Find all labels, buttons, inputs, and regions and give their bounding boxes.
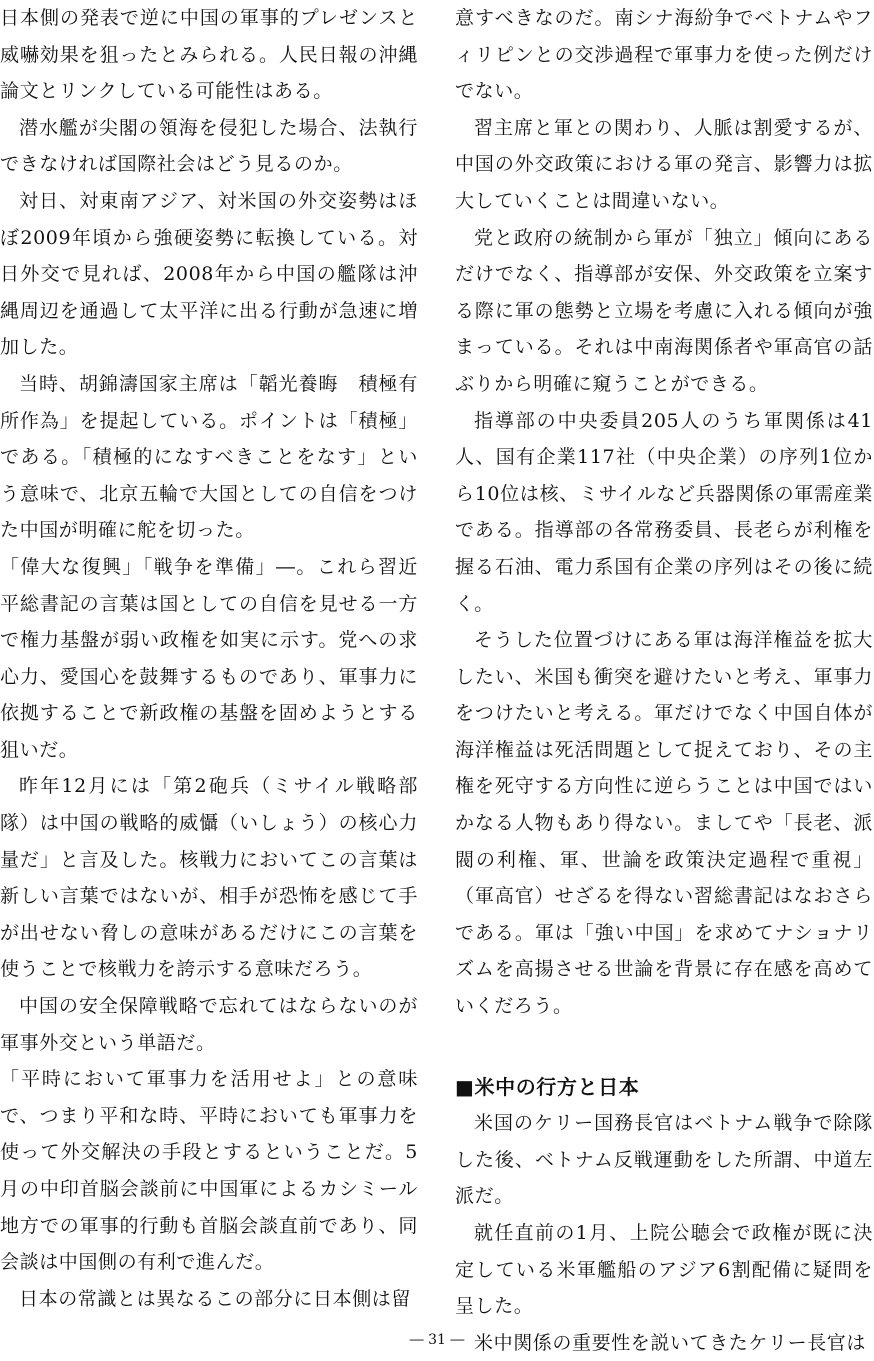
right-column <box>455 0 873 1354</box>
section-heading: ■米中の行方と日本 <box>455 1074 640 1099</box>
body-paragraph: 潜水艦が尖閣の領海を侵犯した場合、法執行できなければ国際社会はどう見るのか。 <box>0 116 418 176</box>
body-paragraph: 中国の安全保障戦略で忘れてはならないのが軍事外交という単語だ。 <box>0 995 418 1054</box>
body-paragraph: 就任直前の1月、上院公聴会で政権が既に決定している米軍艦船のアジア6割配備に疑問を呈した。 <box>455 1222 873 1318</box>
body-paragraph: 米国のケリー国務長官はベトナム戦争で除隊した後、ベトナム反戦運動をした所謂、中道左派だ。 <box>455 1112 873 1208</box>
body-paragraph: 米中関係の重要性を説いてきたケリー長官は <box>474 1331 867 1354</box>
body-paragraph: そうした位置づけにある軍は海洋権益を拡大したい、米国も衝突を避けたいと考え、軍事力をつけたいと考える。軍だけでなく中国自体が海洋権益は死活問題として捉えており、その主権を死守する方向性に逆らうことは中国ではいかなる人物もあり得ない。ましてや「長老、派閥の利権、軍、世論を政策決定過程で重視」（軍高官）せざるを得ない習総書記はなおさらである。軍は「強い中国」を求めてナショナリズムを高揚させる世論を背景に存在感を高めていくだろう。 <box>455 629 873 1018</box>
body-paragraph: 意すべきなのだ。南シナ海紛争でベトナムやフィリピンとの交渉過程で軍事力を使った例だけでない。 <box>455 7 873 103</box>
body-paragraph: 「平時において軍事力を活用せよ」との意味で、つまり平和な時、平時においても軍事力を使って外交解決の手段とするということだ。5月の中印首脳会談前に中国軍によるカシミール地方での軍事的行動も首脳会談直前であり、同会談は中国側の有利で進んだ。 <box>0 1068 418 1274</box>
body-paragraph: 日本側の発表で逆に中国の軍事的プレゼンスと威嚇効果を狙ったとみられる。人民日報の沖縄論文とリンクしている可能性はある。 <box>0 7 418 103</box>
body-paragraph: 対日、対東南アジア、対米国の外交姿勢はほぼ2009年頃から強硬姿勢に転換している。対日外交で見れば、2008年から中国の艦隊は沖縄周辺を通過して太平洋に出る行動が急速に増加した。 <box>0 189 418 359</box>
body-paragraph: 当時、胡錦濤国家主席は「韜光養晦 積極有所作為」を提起している。ポイントは「積極」である。「積極的になすべきことをなす」という意味で、北京五輪で大国としての自信をつけた中国が明確に舵を切った。 <box>0 372 418 542</box>
body-paragraph: 日本の常識とは異なるこの部分に日本側は留 <box>19 1287 412 1310</box>
body-paragraph: 「偉大な復興」「戦争を準備」―。これら習近平総書記の言葉は国としての自信を見せる一方で権力基盤が弱い政権を如実に示す。党への求心力、愛国心を鼓舞するものであり、軍事力に依拠することで新政権の基盤を固めようとする狙いだ。 <box>0 555 418 761</box>
left-column <box>0 0 418 1310</box>
body-paragraph: 指導部の中央委員205人のうち軍関係は41人、国有企業117社（中央企業）の序列1位から10位は核、ミサイルなど兵器関係の軍需産業である。指導部の各常務委員、長老らが利権を握る石油、電力系国有企業の序列はその後に続く。 <box>455 409 873 615</box>
page-number: ― 31 ― <box>409 1332 465 1348</box>
body-paragraph: 党と政府の統制から軍が「独立」傾向にあるだけでなく、指導部が安保、外交政策を立案する際に軍の態勢と立場を考慮に入れる傾向が強まっている。それは中南海関係者や軍高官の話ぶりから明確に窺うことができる。 <box>455 226 873 395</box>
body-paragraph: 習主席と軍との関わり、人脈は割愛するが、中国の外交政策における軍の発言、影響力は拡大していくことは間違いない。 <box>455 116 873 212</box>
body-paragraph: 昨年12月には「第2砲兵（ミサイル戦略部隊）は中国の戦略的威懾（いしょう）の核心力量だ」と言及した。核戦力においてこの言葉は新しい言葉ではないが、相手が恐怖を感じて手が出せない脅しの意味があるだけにこの言葉を使うことで核戦力を誇示する意味だろう。 <box>0 775 418 981</box>
